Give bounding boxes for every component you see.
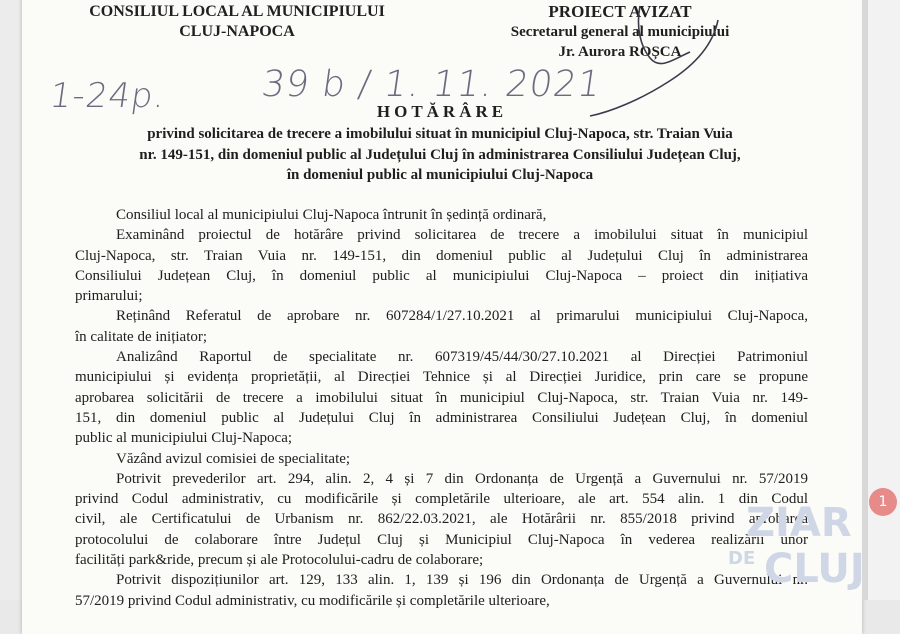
body-line: în calitate de inițiator;	[75, 328, 208, 345]
watermark-word-2: DE	[728, 548, 756, 569]
body-line: facilități park&ride, precum și ale Protocolului-cadru de colaborare;	[75, 552, 484, 569]
body-line: public al municipiului Cluj-Napoca;	[75, 430, 293, 447]
body-line: aprobarea solicitării de trecere a imobilului situat în municipiul Cluj-Napoca, str. Traian Vuia nr. 149-	[75, 389, 808, 406]
document-body	[75, 205, 808, 611]
body-line: Examinând proiectul de hotărâre privind solicitarea de trecere a imobilului situat în municipiul	[116, 227, 808, 244]
watermark-word-1: ZIAR	[746, 500, 852, 546]
body-line: Reținând Referatul de aprobare nr. 607284/1/27.10.2021 al primarului municipiului Cluj-Napoca,	[116, 308, 808, 325]
handwritten-page-count: 1-24p.	[47, 76, 169, 116]
body-line: Potrivit prevederilor art. 294, alin. 2, 4 și 7 din Ordonanța de Urgență a Guvernului nr. 57/2019	[116, 470, 808, 487]
document-title: HOTĂRÂRE	[376, 102, 508, 121]
body-line: 57/2019 privind Codul administrativ, cu modificările și completările ulterioare,	[75, 592, 550, 609]
handwritten-registration-number: 39 b / 1. 11. 2021	[259, 64, 605, 105]
body-line: civil, ale Certificatului de Urbanism nr. 862/22.03.2021, ale Hotărârii nr. 855/2018 privind aprobarea	[75, 511, 808, 528]
subtitle-line: privind solicitarea de trecere a imobilului situat în municipiul Cluj-Napoca, str. Traian Vuia	[147, 126, 733, 142]
approval-line-3: Jr. Aurora ROȘCA	[558, 44, 682, 60]
body-line: Cluj-Napoca, str. Traian Vuia nr. 149-151, din domeniul public al Județului Cluj în administrarea	[75, 247, 808, 264]
body-line: Consiliului Județean Cluj, în domeniul public al municipiului Cluj-Napoca – proiect din inițiativa	[75, 267, 808, 284]
signature-stroke	[590, 6, 718, 116]
body-line: 151, din domeniul public al Județului Cluj în administrarea Consiliului Județean Cluj, în domeniul	[75, 409, 808, 426]
subtitle-line: în domeniul public al municipiului Cluj-Napoca	[286, 167, 594, 183]
body-line: protocolului de colaborare între Județul Cluj și Municipiul Cluj-Napoca în vederea realizării unor	[75, 531, 808, 548]
notification-badge[interactable]: 1	[869, 488, 897, 516]
approval-line-2: Secretarul general al municipiului	[510, 24, 730, 40]
body-line: Analizând Raportul de specialitate nr. 607319/45/44/30/27.10.2021 al Direcției Patrimoniul	[116, 349, 808, 366]
body-line: primarului;	[75, 288, 143, 305]
body-line: Consiliul local al municipiului Cluj-Napoca întrunit în ședință ordinară,	[116, 207, 547, 223]
document-subtitle	[60, 124, 820, 186]
issuer-line-1: CONSILIUL LOCAL AL MUNICIPIULUI	[89, 3, 385, 20]
body-line: privind Codul administrativ, cu modificările și completările ulterioare, ale art. 554 alin. 1 din Codul	[75, 491, 808, 508]
body-line: Văzând avizul comisiei de specialitate;	[116, 450, 351, 467]
approval-line-1: PROIECT AVIZAT	[548, 2, 692, 21]
watermark-word-3: CLUJ	[764, 546, 865, 590]
body-line: Potrivit dispozițiunilor art. 129, 133 alin. 1, 139 și 196 din Ordonanța de Urgență a Guvernului nr.	[116, 572, 808, 589]
ziar-de-cluj-watermark-logo	[728, 496, 882, 590]
issuer-line-2: CLUJ-NAPOCA	[179, 23, 295, 40]
body-line: municipiului și evidența proprietății, al Direcției Tehnice și al Direcției Juridice, prin care se propune	[75, 369, 808, 386]
subtitle-line: nr. 149-151, din domeniul public al Județului Cluj în administrarea Consiliului Județean Cluj,	[139, 146, 741, 163]
